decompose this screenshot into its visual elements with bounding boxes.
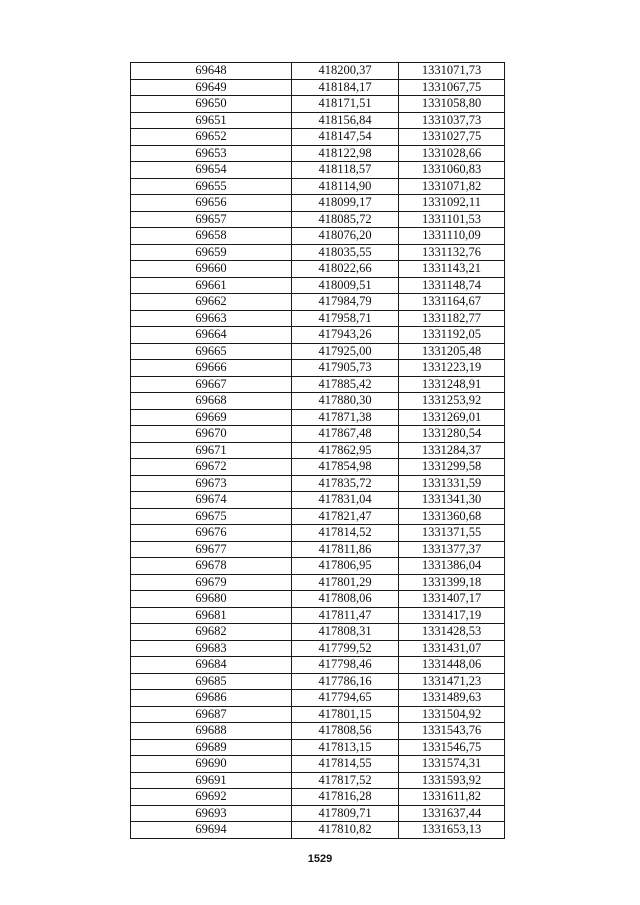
table-row xyxy=(131,508,505,525)
point-number-cell: 69684 xyxy=(131,657,292,674)
y-coordinate-cell: 1331489,63 xyxy=(399,690,505,707)
table-row xyxy=(131,145,505,162)
x-coordinate-cell: 418122,98 xyxy=(292,145,399,162)
x-coordinate-cell: 417814,52 xyxy=(292,525,399,542)
point-number-cell: 69676 xyxy=(131,525,292,542)
table-row xyxy=(131,789,505,806)
point-number-cell: 69649 xyxy=(131,79,292,96)
table-row xyxy=(131,805,505,822)
table-row xyxy=(131,822,505,839)
x-coordinate-cell: 417885,42 xyxy=(292,376,399,393)
x-coordinate-cell: 417867,48 xyxy=(292,426,399,443)
y-coordinate-cell: 1331371,55 xyxy=(399,525,505,542)
point-number-cell: 69668 xyxy=(131,393,292,410)
x-coordinate-cell: 417925,00 xyxy=(292,343,399,360)
point-number-cell: 69680 xyxy=(131,591,292,608)
point-number-cell: 69690 xyxy=(131,756,292,773)
x-coordinate-cell: 417801,15 xyxy=(292,706,399,723)
x-coordinate-cell: 417813,15 xyxy=(292,739,399,756)
point-number-cell: 69683 xyxy=(131,640,292,657)
y-coordinate-cell: 1331067,75 xyxy=(399,79,505,96)
x-coordinate-cell: 417808,06 xyxy=(292,591,399,608)
x-coordinate-cell: 417808,56 xyxy=(292,723,399,740)
table-row xyxy=(131,162,505,179)
x-coordinate-cell: 417835,72 xyxy=(292,475,399,492)
point-number-cell: 69687 xyxy=(131,706,292,723)
table-row xyxy=(131,558,505,575)
x-coordinate-cell: 418118,57 xyxy=(292,162,399,179)
table-row xyxy=(131,310,505,327)
table-row xyxy=(131,112,505,129)
point-number-cell: 69688 xyxy=(131,723,292,740)
y-coordinate-cell: 1331471,23 xyxy=(399,673,505,690)
table-row xyxy=(131,63,505,80)
y-coordinate-cell: 1331192,05 xyxy=(399,327,505,344)
y-coordinate-cell: 1331143,21 xyxy=(399,261,505,278)
y-coordinate-cell: 1331182,77 xyxy=(399,310,505,327)
x-coordinate-cell: 418147,54 xyxy=(292,129,399,146)
y-coordinate-cell: 1331431,07 xyxy=(399,640,505,657)
x-coordinate-cell: 418114,90 xyxy=(292,178,399,195)
y-coordinate-cell: 1331341,30 xyxy=(399,492,505,509)
table-row xyxy=(131,343,505,360)
x-coordinate-cell: 417943,26 xyxy=(292,327,399,344)
point-number-cell: 69658 xyxy=(131,228,292,245)
y-coordinate-cell: 1331407,17 xyxy=(399,591,505,608)
y-coordinate-cell: 1331058,80 xyxy=(399,96,505,113)
table-row xyxy=(131,261,505,278)
point-number-cell: 69651 xyxy=(131,112,292,129)
table-row xyxy=(131,195,505,212)
coordinates-table xyxy=(130,62,505,839)
point-number-cell: 69659 xyxy=(131,244,292,261)
table-row xyxy=(131,327,505,344)
x-coordinate-cell: 418076,20 xyxy=(292,228,399,245)
x-coordinate-cell: 418022,66 xyxy=(292,261,399,278)
point-number-cell: 69653 xyxy=(131,145,292,162)
table-row xyxy=(131,442,505,459)
x-coordinate-cell: 417984,79 xyxy=(292,294,399,311)
y-coordinate-cell: 1331543,76 xyxy=(399,723,505,740)
point-number-cell: 69670 xyxy=(131,426,292,443)
point-number-cell: 69689 xyxy=(131,739,292,756)
table-row xyxy=(131,129,505,146)
table-row xyxy=(131,228,505,245)
x-coordinate-cell: 417798,46 xyxy=(292,657,399,674)
point-number-cell: 69660 xyxy=(131,261,292,278)
table-row xyxy=(131,79,505,96)
x-coordinate-cell: 417880,30 xyxy=(292,393,399,410)
point-number-cell: 69652 xyxy=(131,129,292,146)
x-coordinate-cell: 417814,55 xyxy=(292,756,399,773)
point-number-cell: 69661 xyxy=(131,277,292,294)
point-number-cell: 69691 xyxy=(131,772,292,789)
y-coordinate-cell: 1331037,73 xyxy=(399,112,505,129)
y-coordinate-cell: 1331386,04 xyxy=(399,558,505,575)
y-coordinate-cell: 1331269,01 xyxy=(399,409,505,426)
table-row xyxy=(131,624,505,641)
table-row xyxy=(131,96,505,113)
y-coordinate-cell: 1331071,82 xyxy=(399,178,505,195)
y-coordinate-cell: 1331027,75 xyxy=(399,129,505,146)
point-number-cell: 69656 xyxy=(131,195,292,212)
point-number-cell: 69692 xyxy=(131,789,292,806)
y-coordinate-cell: 1331299,58 xyxy=(399,459,505,476)
table-row xyxy=(131,525,505,542)
x-coordinate-cell: 417854,98 xyxy=(292,459,399,476)
x-coordinate-cell: 417799,52 xyxy=(292,640,399,657)
table-row xyxy=(131,178,505,195)
point-number-cell: 69665 xyxy=(131,343,292,360)
x-coordinate-cell: 417871,38 xyxy=(292,409,399,426)
x-coordinate-cell: 418099,17 xyxy=(292,195,399,212)
x-coordinate-cell: 417816,28 xyxy=(292,789,399,806)
y-coordinate-cell: 1331360,68 xyxy=(399,508,505,525)
page-number: 1529 xyxy=(307,853,333,865)
table-row xyxy=(131,211,505,228)
table-row xyxy=(131,723,505,740)
table-row xyxy=(131,492,505,509)
x-coordinate-cell: 417862,95 xyxy=(292,442,399,459)
table-row xyxy=(131,640,505,657)
coordinates-table-body xyxy=(131,63,505,839)
point-number-cell: 69671 xyxy=(131,442,292,459)
point-number-cell: 69675 xyxy=(131,508,292,525)
table-row xyxy=(131,376,505,393)
point-number-cell: 69650 xyxy=(131,96,292,113)
table-row xyxy=(131,657,505,674)
point-number-cell: 69685 xyxy=(131,673,292,690)
y-coordinate-cell: 1331428,53 xyxy=(399,624,505,641)
table-row xyxy=(131,393,505,410)
x-coordinate-cell: 417809,71 xyxy=(292,805,399,822)
x-coordinate-cell: 418009,51 xyxy=(292,277,399,294)
y-coordinate-cell: 1331284,37 xyxy=(399,442,505,459)
point-number-cell: 69657 xyxy=(131,211,292,228)
point-number-cell: 69674 xyxy=(131,492,292,509)
y-coordinate-cell: 1331637,44 xyxy=(399,805,505,822)
table-row xyxy=(131,360,505,377)
y-coordinate-cell: 1331205,48 xyxy=(399,343,505,360)
y-coordinate-cell: 1331110,09 xyxy=(399,228,505,245)
table-row xyxy=(131,673,505,690)
table-row xyxy=(131,690,505,707)
point-number-cell: 69667 xyxy=(131,376,292,393)
x-coordinate-cell: 417808,31 xyxy=(292,624,399,641)
x-coordinate-cell: 418171,51 xyxy=(292,96,399,113)
y-coordinate-cell: 1331060,83 xyxy=(399,162,505,179)
point-number-cell: 69686 xyxy=(131,690,292,707)
y-coordinate-cell: 1331248,91 xyxy=(399,376,505,393)
y-coordinate-cell: 1331164,67 xyxy=(399,294,505,311)
table-row xyxy=(131,756,505,773)
x-coordinate-cell: 418184,17 xyxy=(292,79,399,96)
x-coordinate-cell: 417794,65 xyxy=(292,690,399,707)
x-coordinate-cell: 418200,37 xyxy=(292,63,399,80)
x-coordinate-cell: 417958,71 xyxy=(292,310,399,327)
x-coordinate-cell: 418085,72 xyxy=(292,211,399,228)
table-row xyxy=(131,277,505,294)
point-number-cell: 69682 xyxy=(131,624,292,641)
x-coordinate-cell: 417806,95 xyxy=(292,558,399,575)
table-row xyxy=(131,739,505,756)
point-number-cell: 69673 xyxy=(131,475,292,492)
point-number-cell: 69672 xyxy=(131,459,292,476)
table-row xyxy=(131,772,505,789)
y-coordinate-cell: 1331417,19 xyxy=(399,607,505,624)
point-number-cell: 69655 xyxy=(131,178,292,195)
y-coordinate-cell: 1331653,13 xyxy=(399,822,505,839)
table-row xyxy=(131,541,505,558)
y-coordinate-cell: 1331092,11 xyxy=(399,195,505,212)
table-row xyxy=(131,426,505,443)
y-coordinate-cell: 1331546,75 xyxy=(399,739,505,756)
point-number-cell: 69669 xyxy=(131,409,292,426)
table-row xyxy=(131,475,505,492)
table-row xyxy=(131,607,505,624)
x-coordinate-cell: 417831,04 xyxy=(292,492,399,509)
x-coordinate-cell: 417801,29 xyxy=(292,574,399,591)
point-number-cell: 69654 xyxy=(131,162,292,179)
point-number-cell: 69663 xyxy=(131,310,292,327)
x-coordinate-cell: 417810,82 xyxy=(292,822,399,839)
point-number-cell: 69679 xyxy=(131,574,292,591)
y-coordinate-cell: 1331223,19 xyxy=(399,360,505,377)
y-coordinate-cell: 1331504,92 xyxy=(399,706,505,723)
point-number-cell: 69681 xyxy=(131,607,292,624)
y-coordinate-cell: 1331071,73 xyxy=(399,63,505,80)
y-coordinate-cell: 1331593,92 xyxy=(399,772,505,789)
table-row xyxy=(131,294,505,311)
x-coordinate-cell: 417786,16 xyxy=(292,673,399,690)
table-row xyxy=(131,409,505,426)
point-number-cell: 69678 xyxy=(131,558,292,575)
point-number-cell: 69648 xyxy=(131,63,292,80)
y-coordinate-cell: 1331399,18 xyxy=(399,574,505,591)
point-number-cell: 69662 xyxy=(131,294,292,311)
y-coordinate-cell: 1331611,82 xyxy=(399,789,505,806)
y-coordinate-cell: 1331101,53 xyxy=(399,211,505,228)
table-row xyxy=(131,459,505,476)
y-coordinate-cell: 1331377,37 xyxy=(399,541,505,558)
y-coordinate-cell: 1331331,59 xyxy=(399,475,505,492)
x-coordinate-cell: 417821,47 xyxy=(292,508,399,525)
table-row xyxy=(131,706,505,723)
y-coordinate-cell: 1331132,76 xyxy=(399,244,505,261)
y-coordinate-cell: 1331028,66 xyxy=(399,145,505,162)
y-coordinate-cell: 1331448,06 xyxy=(399,657,505,674)
x-coordinate-cell: 417817,52 xyxy=(292,772,399,789)
point-number-cell: 69677 xyxy=(131,541,292,558)
point-number-cell: 69666 xyxy=(131,360,292,377)
point-number-cell: 69693 xyxy=(131,805,292,822)
y-coordinate-cell: 1331148,74 xyxy=(399,277,505,294)
table-row xyxy=(131,244,505,261)
table-row xyxy=(131,574,505,591)
point-number-cell: 69664 xyxy=(131,327,292,344)
y-coordinate-cell: 1331253,92 xyxy=(399,393,505,410)
point-number-cell: 69694 xyxy=(131,822,292,839)
y-coordinate-cell: 1331574,31 xyxy=(399,756,505,773)
x-coordinate-cell: 418156,84 xyxy=(292,112,399,129)
x-coordinate-cell: 418035,55 xyxy=(292,244,399,261)
x-coordinate-cell: 417811,86 xyxy=(292,541,399,558)
x-coordinate-cell: 417811,47 xyxy=(292,607,399,624)
table-row xyxy=(131,591,505,608)
x-coordinate-cell: 417905,73 xyxy=(292,360,399,377)
y-coordinate-cell: 1331280,54 xyxy=(399,426,505,443)
